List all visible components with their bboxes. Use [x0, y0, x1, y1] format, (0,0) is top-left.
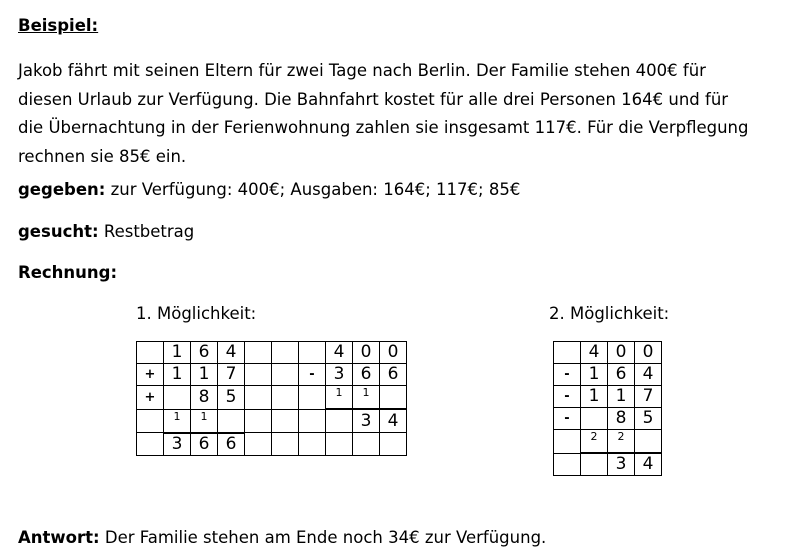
- grid-cell: 3: [326, 364, 353, 386]
- grid-cell: 6: [191, 433, 218, 456]
- option2-title: 2. Möglichkeit:: [549, 304, 670, 323]
- grid-cell: 3: [608, 453, 635, 476]
- grid-cell: [245, 342, 272, 364]
- grid-cell: 5: [635, 408, 662, 430]
- task-line: Jakob fährt mit seinen Eltern für zwei Tage nach Berlin. Der Familie stehen 400€ für: [18, 61, 706, 80]
- option2-grid: [553, 341, 662, 476]
- grid-cell: [245, 409, 272, 433]
- grid-cell: 8: [608, 408, 635, 430]
- grid-cell: [137, 433, 164, 456]
- grid-cell: 3: [353, 409, 380, 433]
- grid-cell: [554, 430, 581, 454]
- grid-cell: [245, 433, 272, 456]
- grid-row: [554, 364, 662, 386]
- grid-cell: 7: [635, 386, 662, 408]
- grid-cell: +: [137, 386, 164, 410]
- grid-cell: 1: [581, 364, 608, 386]
- grid-cell: 1: [608, 386, 635, 408]
- grid-row: [137, 364, 407, 386]
- grid-row: [137, 433, 407, 456]
- grid-cell: [353, 433, 380, 456]
- given-line: [18, 180, 520, 199]
- answer-line: [18, 528, 546, 547]
- grid-cell: [272, 364, 299, 386]
- grid-row: [137, 386, 407, 410]
- grid-cell: 8: [191, 386, 218, 410]
- grid-cell: 7: [218, 364, 245, 386]
- grid-cell: 1: [353, 386, 380, 410]
- wanted-line: [18, 222, 194, 241]
- grid-row: [554, 386, 662, 408]
- example-heading: Beispiel:: [18, 16, 99, 35]
- grid-row: [137, 342, 407, 364]
- grid-cell: [299, 386, 326, 410]
- grid-cell: 6: [218, 433, 245, 456]
- grid-cell: [554, 342, 581, 364]
- grid-cell: [554, 453, 581, 476]
- grid-cell: [272, 386, 299, 410]
- grid-cell: 1: [326, 386, 353, 410]
- grid-cell: 4: [581, 342, 608, 364]
- calculation-label: Rechnung:: [18, 263, 118, 282]
- grid-cell: 1: [164, 342, 191, 364]
- grid-cell: -: [554, 408, 581, 430]
- option1-title: 1. Möglichkeit:: [136, 304, 257, 323]
- given-label: gegeben:: [18, 180, 106, 199]
- grid-cell: [299, 409, 326, 433]
- grid-cell: [635, 430, 662, 454]
- given-text: zur Verfügung: 400€; Ausgaben: 164€; 117€; 85€: [110, 180, 521, 199]
- grid-cell: 0: [635, 342, 662, 364]
- grid-cell: 4: [380, 409, 407, 433]
- grid-cell: [380, 386, 407, 410]
- grid-cell: 6: [380, 364, 407, 386]
- answer-label: Antwort:: [18, 528, 100, 547]
- grid-cell: [380, 433, 407, 456]
- grid-cell: -: [554, 364, 581, 386]
- grid-row: [137, 409, 407, 433]
- grid-cell: 5: [218, 386, 245, 410]
- grid-cell: 6: [353, 364, 380, 386]
- grid-row: [554, 453, 662, 476]
- grid-cell: [164, 386, 191, 410]
- grid-cell: 2: [581, 430, 608, 454]
- wanted-text: Restbetrag: [103, 222, 195, 241]
- grid-cell: 4: [635, 364, 662, 386]
- option1-grid: [136, 341, 407, 456]
- grid-cell: -: [554, 386, 581, 408]
- grid-cell: 1: [191, 409, 218, 433]
- grid-cell: 4: [635, 453, 662, 476]
- grid-cell: 0: [353, 342, 380, 364]
- grid-cell: [245, 364, 272, 386]
- grid-row: [554, 342, 662, 364]
- grid-cell: [245, 386, 272, 410]
- task-line: diesen Urlaub zur Verfügung. Die Bahnfahrt kostet für alle drei Personen 164€ und für: [18, 89, 729, 109]
- grid-cell: [326, 433, 353, 456]
- grid-cell: 4: [218, 342, 245, 364]
- grid-cell: [272, 409, 299, 433]
- grid-cell: 1: [164, 409, 191, 433]
- grid-cell: 0: [380, 342, 407, 364]
- grid-cell: [299, 342, 326, 364]
- grid-cell: [581, 408, 608, 430]
- grid-cell: [137, 342, 164, 364]
- task-line: die Übernachtung in der Ferienwohnung zahlen sie insgesamt 117€. Für die Verpflegung: [18, 118, 749, 137]
- grid-cell: +: [137, 364, 164, 386]
- grid-cell: [299, 433, 326, 456]
- grid-row: [554, 408, 662, 430]
- grid-cell: 6: [191, 342, 218, 364]
- wanted-label: gesucht:: [18, 222, 99, 241]
- grid-cell: [272, 433, 299, 456]
- grid-cell: -: [299, 364, 326, 386]
- grid-cell: 4: [326, 342, 353, 364]
- grid-cell: [218, 409, 245, 433]
- grid-cell: 0: [608, 342, 635, 364]
- calculation-line: [18, 263, 117, 282]
- task-paragraph: [18, 57, 788, 171]
- grid-cell: 3: [164, 433, 191, 456]
- grid-cell: 2: [608, 430, 635, 454]
- grid-cell: 6: [608, 364, 635, 386]
- grid-cell: [272, 342, 299, 364]
- grid-cell: [137, 409, 164, 433]
- grid-row: [554, 430, 662, 454]
- grid-cell: 1: [581, 386, 608, 408]
- grid-cell: [581, 453, 608, 476]
- grid-cell: 1: [164, 364, 191, 386]
- grid-cell: 1: [191, 364, 218, 386]
- task-line: rechnen sie 85€ ein.: [18, 146, 187, 166]
- answer-text: Der Familie stehen am Ende noch 34€ zur Verfügung.: [104, 528, 547, 547]
- grid-cell: [326, 409, 353, 433]
